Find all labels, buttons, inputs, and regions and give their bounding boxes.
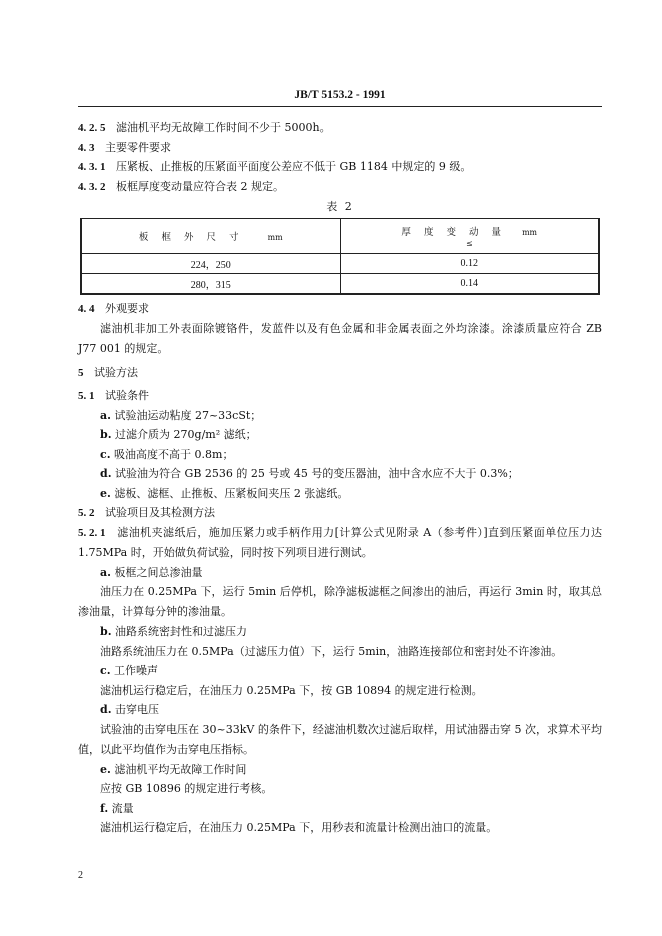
item-text: 吸油高度不高于 0.8m； (114, 447, 234, 461)
table-cell-value: 0.12 (340, 254, 599, 274)
clause-number: 5. 1 (78, 390, 95, 402)
clause-number: 4. 3 (78, 141, 95, 154)
clause-4-2-5 (78, 118, 602, 138)
document-body (78, 118, 602, 838)
clause-number: 5. 2. 1 (78, 526, 106, 539)
clause-5-1 (78, 386, 602, 406)
test-item-f-body: 滤油机运行稳定后，在油压力 0.25MPa 下，用秒表和流量计检测出油口的流量。 (100, 821, 498, 834)
header-symbol: ≤ (465, 238, 473, 248)
clause-number: 5. 2 (78, 507, 95, 519)
list-item (78, 484, 602, 504)
header-label: 板 框 外 尺 寸 (138, 232, 244, 243)
item-text: 过滤介质为 270g/m² 滤纸； (115, 428, 257, 441)
clause-number: 4. 3. 1 (78, 161, 106, 173)
table-cell-value: 0.14 (340, 274, 599, 295)
clause-text: 板框厚度变动量应符合表 2 规定。 (116, 179, 284, 193)
list-item (78, 464, 602, 484)
running-header: JB/T 5153.2 - 1991 (294, 89, 386, 101)
item-key: b. (100, 428, 112, 441)
test-item-e-body: 应按 GB 10896 的规定进行考核。 (100, 782, 273, 795)
item-title: 油路系统密封性和过滤压力 (115, 625, 248, 638)
header-label: 厚 度 变 动 量 (401, 226, 507, 238)
item-text: 滤板、滤框、止推板、压紧板间夹压 2 张滤纸。 (114, 486, 349, 500)
clause-text: 试验方法 (94, 365, 138, 379)
test-item-e-title (78, 760, 602, 780)
test-item-b-title (78, 622, 602, 642)
test-item-a-title (78, 563, 602, 583)
header-rule (78, 106, 602, 107)
item-key: e. (100, 486, 111, 500)
clause-text: 主要零件要求 (105, 140, 171, 154)
table-header-row (81, 219, 599, 254)
item-key: c. (100, 447, 111, 461)
clause-number: 4. 4 (78, 303, 95, 315)
header-unit: mm (522, 227, 538, 237)
test-item-f-title (78, 799, 602, 819)
clause-4-3-1 (78, 157, 602, 177)
item-key: d. (100, 467, 112, 480)
clause-text: 试验项目及其检测方法 (105, 506, 215, 519)
page-number: 2 (78, 870, 83, 881)
clause-4-3-2 (78, 177, 602, 197)
list-item (78, 445, 602, 465)
section-5 (78, 363, 602, 383)
item-title: 板框之间总渗油量 (114, 565, 203, 579)
header-unit: mm (267, 233, 283, 242)
item-key: c. (100, 664, 111, 677)
item-title: 流量 (111, 801, 134, 815)
clause-5-2 (78, 503, 602, 523)
clause-text: 滤油机夹滤纸后，施加压紧力或手柄作用力[计算公式见附录 A（参考件）]直到压紧面单位压力达 1.75MPa 时，开始做负荷试验，同时按下列项目进行测试。 (78, 525, 602, 559)
test-item-c-body: 滤油机运行稳定后，在油压力 0.25MPa 下，按 GB 10894 的规定进行检测。 (100, 683, 483, 697)
clause-5-2-1 (78, 523, 602, 563)
list-item (78, 406, 602, 426)
clause-text: 压紧板、止推板的压紧面平面度公差应不低于 GB 1184 中规定的 9 级。 (116, 160, 472, 173)
test-item-d-body: 试验油的击穿电压在 30~33kV 的条件下，经滤油机数次过滤后取样，用试油器击穿 5 次，求算术平均值，以此平均值作为击穿电压指标。 (78, 722, 602, 756)
test-item-b-body: 油路系统油压力在 0.5MPa（过滤压力值）下，运行 5min，油路连接部位和密封处不许渗油。 (100, 644, 563, 658)
clause-number: 4. 3. 2 (78, 180, 106, 193)
clause-text: 外观要求 (105, 302, 149, 315)
clause-4-3 (78, 138, 602, 158)
table-cell-size: 280，315 (81, 274, 340, 295)
table-header-size (81, 219, 340, 254)
test-item-d-title (78, 700, 602, 720)
clause-text: 滤油机平均无故障工作时间不少于 5000h。 (116, 121, 331, 134)
clause-4-4 (78, 299, 602, 319)
item-title: 滤油机平均无故障工作时间 (114, 762, 247, 776)
table-row (81, 254, 599, 274)
clause-number: 5 (78, 366, 84, 379)
thickness-table (80, 218, 600, 295)
table-header-variation (340, 219, 599, 254)
item-text: 试验油运动粘度 27~33cSt； (114, 408, 262, 422)
test-item-a-body: 油压力在 0.25MPa 下，运行 5min 后停机，除净滤板滤框之间渗出的油后，再运行 3min 时，取其总渗油量，计算每分钟的渗油量。 (78, 585, 602, 618)
item-text: 试验油为符合 GB 2536 的 25 号或 45 号的变压器油，油中含水应不大于 0.3%； (115, 467, 519, 480)
list-item (78, 425, 602, 445)
table-caption: 表 2 (326, 200, 354, 213)
item-key: b. (100, 625, 112, 638)
item-title: 工作噪声 (114, 664, 159, 677)
item-key: f. (100, 801, 109, 815)
clause-text: 试验条件 (105, 389, 149, 402)
table-row (81, 274, 599, 295)
item-title: 击穿电压 (115, 703, 160, 716)
table-cell-size: 224，250 (81, 254, 340, 274)
clause-number: 4. 2. 5 (78, 122, 106, 134)
item-key: a. (100, 408, 111, 422)
test-item-c-title (78, 661, 602, 681)
item-key: a. (100, 565, 111, 579)
clause-4-4-body: 滤油机非加工外表面除镀铬件，发蓝件以及有色金属和非金属表面之外均涂漆。涂漆质量应符合 ZB J77 001 的规定。 (78, 321, 602, 355)
item-key: e. (100, 762, 111, 776)
item-key: d. (100, 703, 112, 716)
